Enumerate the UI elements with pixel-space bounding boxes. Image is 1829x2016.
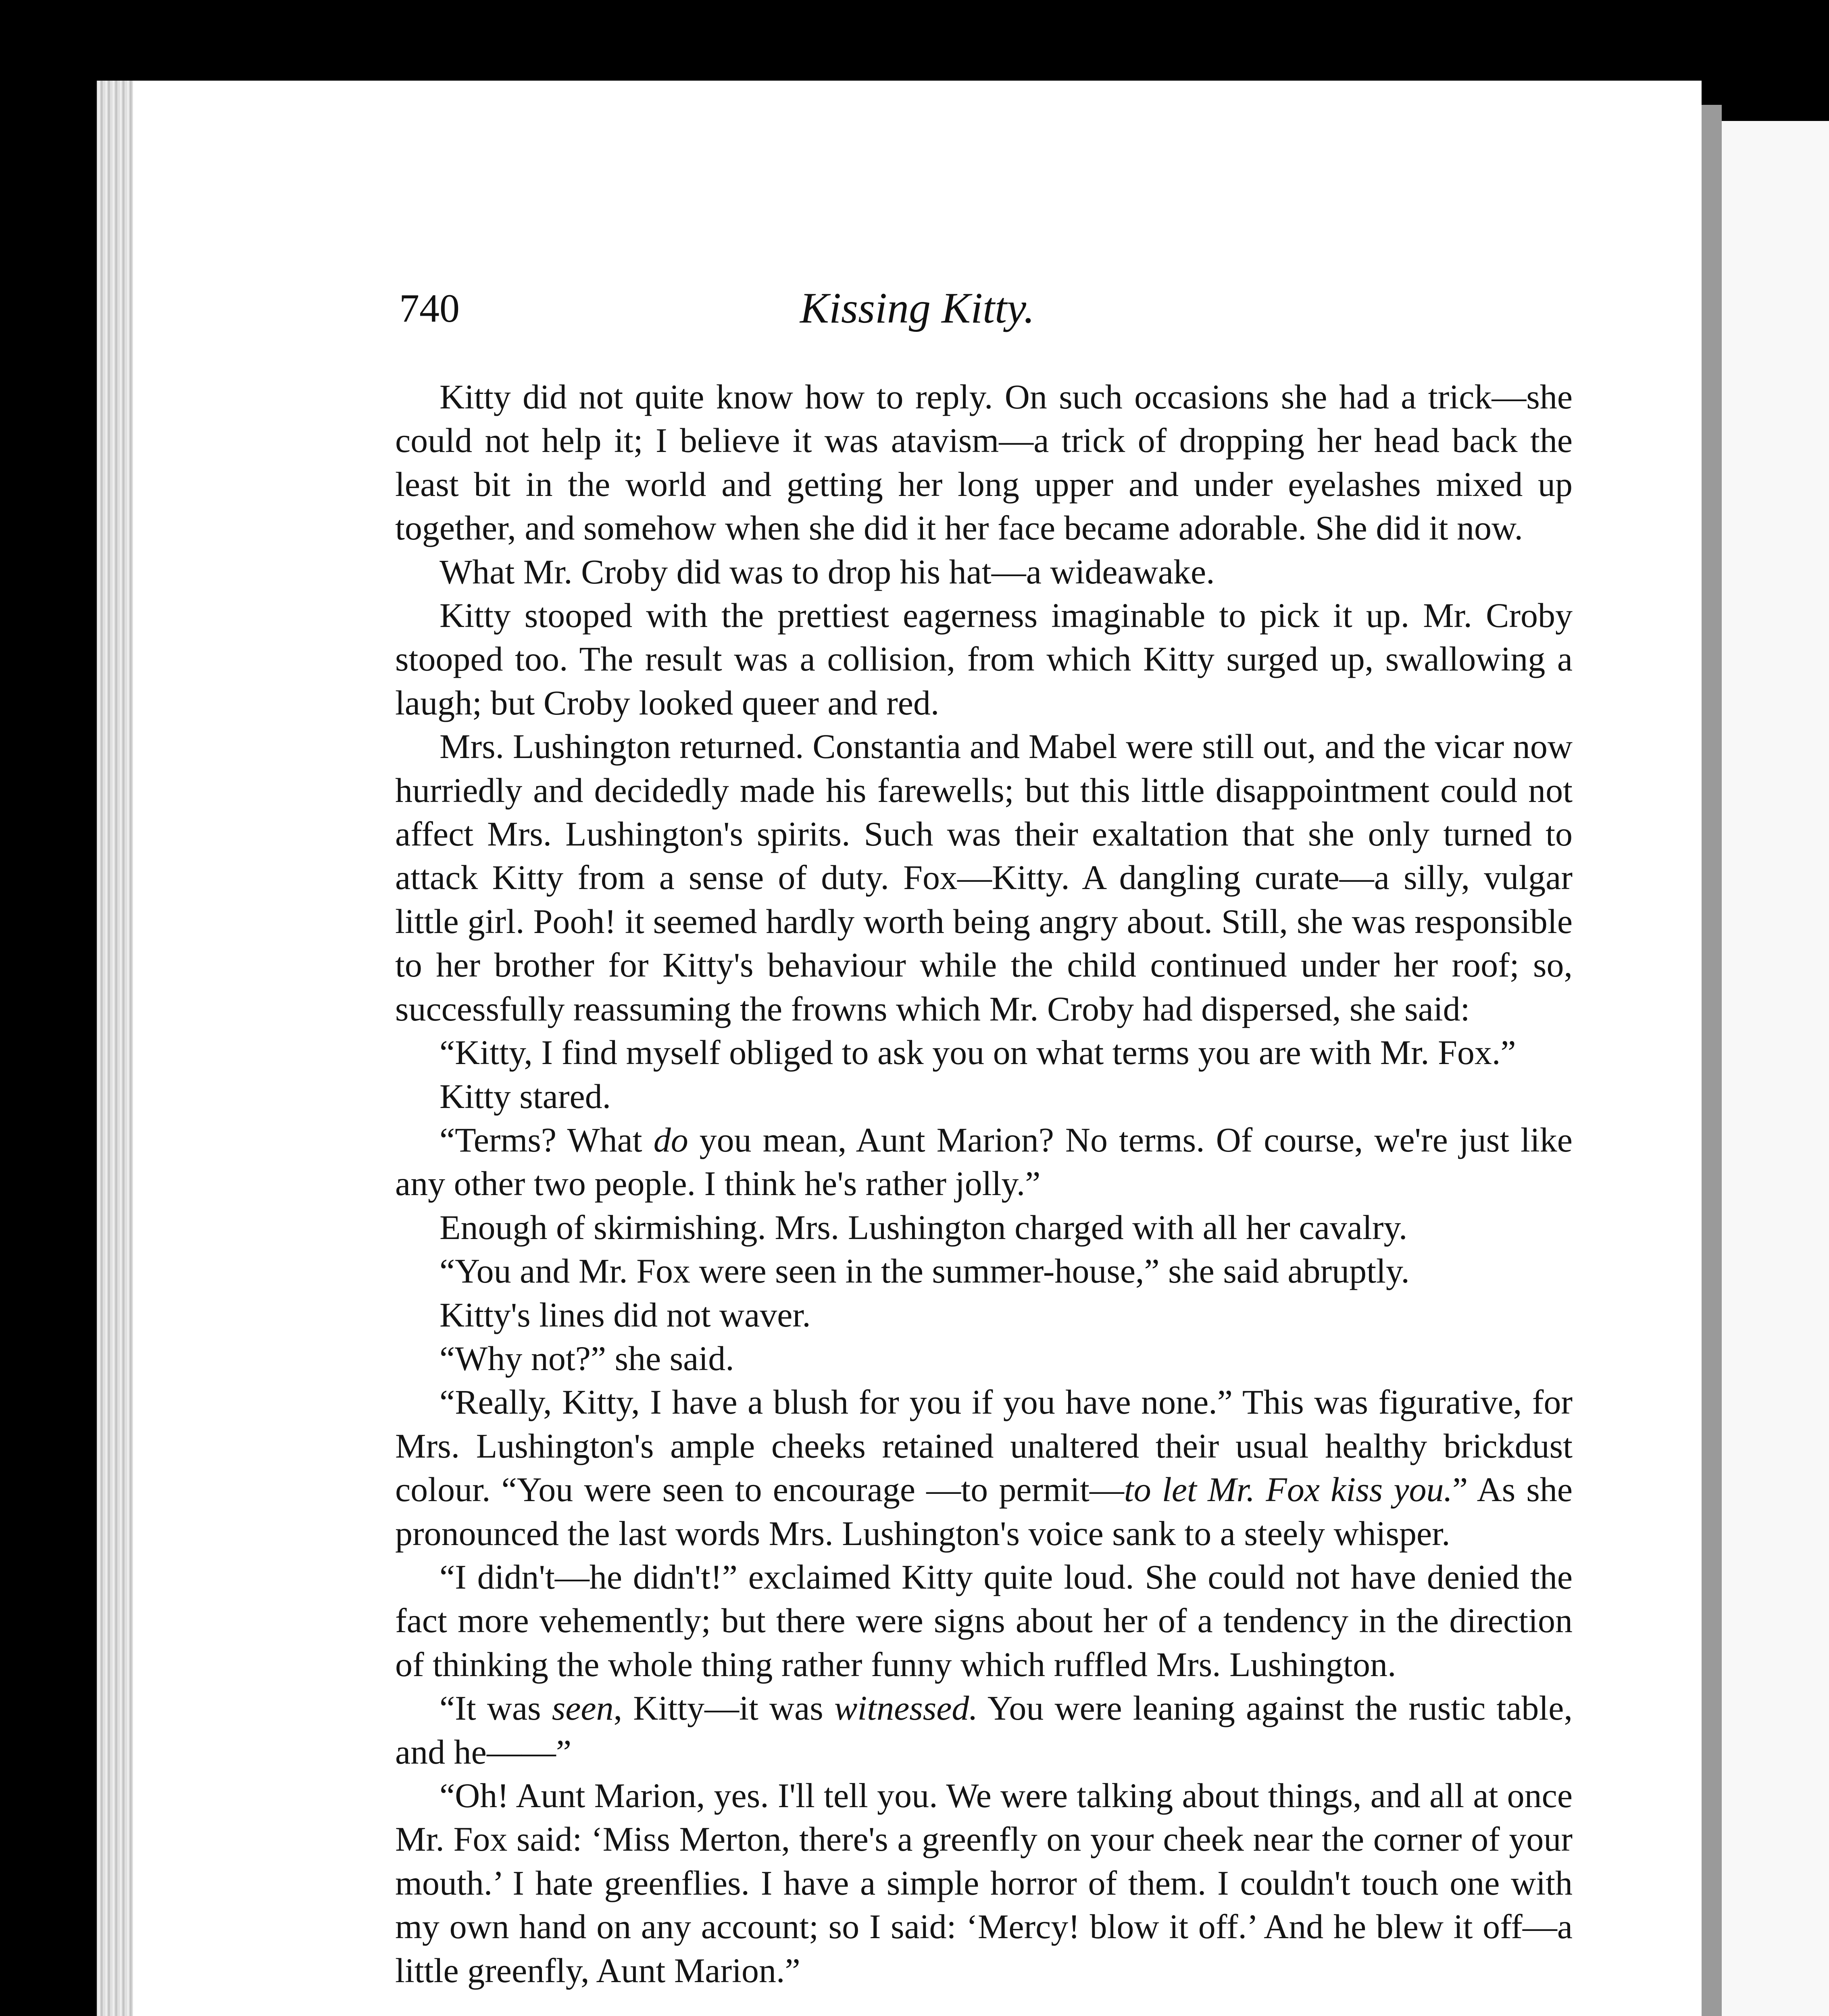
- paragraph: “I didn't—he didn't!” exclaimed Kitty quite loud. She could not have denied the fact more vehemently; but there were signs about her of a tendency in the direction of thinking the whole thing rather funny which ruffled Mrs. Lushington.: [395, 1557, 1573, 1684]
- text-run: you mean, Aunt Marion? No terms. Of course, we're just like any other two people. I think he's rather jolly.”: [395, 1120, 1573, 1203]
- paragraph: Kitty stared.: [440, 1077, 611, 1116]
- paragraph: What Mr. Croby did was to drop his hat—a wideawake.: [440, 552, 1215, 591]
- paragraph: Mrs. Lushington returned. Constantia and Mabel were still out, and the vicar now hurriedly and decidedly made his farewells; but this little disappointment could not affect Mrs. Lushington's spirits. Such was their exaltation that she only turned to attack Kitty from a sense of duty. Fox—Kitty. A dangling curate—a silly, vulgar little girl. Pooh! it seemed hardly worth being angry about. Still, she was responsible to her brother for Kitty's behaviour while the child continued under her roof; so, successfully reassuming the frowns which Mr. Croby had dispersed, she said:: [395, 727, 1573, 1028]
- text-run: , Kitty—it was: [613, 1689, 834, 1728]
- text-run: “It was: [440, 1689, 552, 1728]
- running-title: Kissing Kitty.: [800, 284, 1035, 332]
- paragraph: “You and Mr. Fox were seen in the summer-house,” she said abruptly.: [440, 1252, 1410, 1291]
- italic-run: do: [653, 1120, 688, 1159]
- page-body: [395, 375, 1573, 1992]
- page-number: 740: [399, 286, 460, 331]
- italic-run: witnessed.: [834, 1689, 978, 1728]
- paragraph: [395, 1118, 1573, 1206]
- paragraph: “Oh! Aunt Marion, yes. I'll tell you. We were talking about things, and all at once Mr. Fox said: ‘Miss Merton, there's a greenfly on your cheek near the corner of your mouth.’ I hate greenflies. I have a simple horror of them. I couldn't touch one with my own hand on any account; so I said: ‘Mercy! blow it off.’ And he blew it off—a little greenfly, Aunt Marion.”: [395, 1776, 1573, 1990]
- paragraph: [395, 1686, 1573, 1774]
- paragraph: “Kitty, I find myself obliged to ask you on what terms you are with Mr. Fox.”: [440, 1033, 1516, 1072]
- paragraph: Kitty stooped with the prettiest eagerness imaginable to pick it up. Mr. Croby stooped too. The result was a collision, from which Kitty surged up, swallowing a laugh; but Croby looked queer and red.: [395, 596, 1573, 722]
- italic-run: to let Mr. Fox kiss you.: [1124, 1470, 1453, 1509]
- facing-page: [1722, 121, 1829, 2016]
- paragraph: Kitty's lines did not waver.: [440, 1295, 811, 1334]
- paragraph: [395, 1380, 1573, 1555]
- paragraph: Kitty did not quite know how to reply. On such occasions she had a trick—she could not help it; I believe it was atavism—a trick of dropping her head back the least bit in the world and getting her long upper and under eyelashes mixed up together, and somehow when she did it her face became adorable. She did it now.: [395, 377, 1573, 548]
- text-run: “Really, Kitty, I have a blush for you if you have none.” This was figurative, for Mrs. Lushington's ample cheeks retained unaltered their usual healthy brickdust colour. “You were seen to encourage —to permit—: [395, 1383, 1573, 1509]
- text-run: You were leaning against the rustic table, and he——”: [395, 1689, 1573, 1771]
- running-header: [262, 282, 1573, 335]
- page-edge: [1702, 105, 1722, 2016]
- text-run: “Terms? What: [440, 1120, 654, 1159]
- paragraph: Enough of skirmishing. Mrs. Lushington charged with all her cavalry.: [440, 1208, 1408, 1247]
- paragraph: “Why not?” she said.: [440, 1339, 734, 1378]
- text-run: ” As she pronounced the last words Mrs. Lushington's voice sank to a steely whisper.: [395, 1470, 1573, 1553]
- italic-run: seen: [552, 1689, 614, 1728]
